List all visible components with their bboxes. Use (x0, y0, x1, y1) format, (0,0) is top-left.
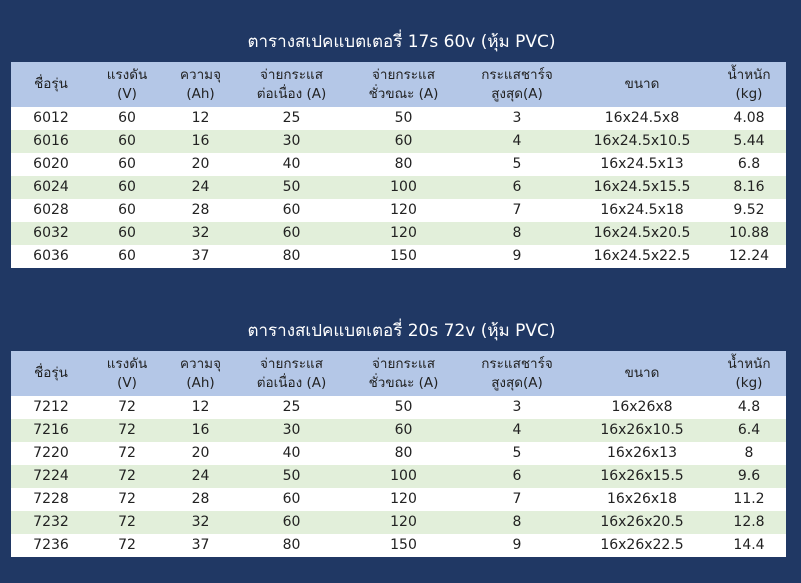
table-cell: 8 (512, 225, 522, 241)
table-cell: 7212 (33, 399, 69, 415)
table-cell: 60 (282, 491, 301, 507)
column-header (462, 62, 572, 107)
column-header-line: ความจุ (179, 355, 221, 372)
table-cell: 9.6 (737, 468, 761, 484)
table-row (11, 419, 786, 442)
table-cell: 60 (118, 156, 136, 172)
table-cell: 16x26x10.5 (600, 422, 684, 438)
column-header-line: แรงดัน (106, 355, 148, 372)
column-header (345, 351, 462, 396)
table-cell: 7224 (33, 468, 69, 484)
column-header (572, 62, 712, 107)
table-cell: 120 (390, 225, 417, 241)
table-row (11, 153, 786, 176)
table-cell: 72 (118, 468, 136, 484)
table-cell: 24 (191, 468, 210, 484)
table-cell: 50 (394, 110, 413, 126)
table-cell: 8 (512, 514, 522, 530)
spec-table-60v (11, 62, 786, 268)
column-header (91, 351, 163, 396)
table-cell: 10.88 (728, 225, 770, 241)
table-cell: 60 (118, 133, 136, 149)
table-cell: 60 (394, 133, 413, 149)
table-title: ตารางสเปคแบตเตอรี่ 20s 72v (หุ้ม PVC) (247, 321, 556, 341)
table-cell: 12 (191, 399, 210, 415)
table-cell: 32 (191, 225, 210, 241)
table-cell: 120 (390, 491, 417, 507)
table-cell: 4.08 (733, 110, 765, 126)
column-header (11, 351, 91, 396)
table-cell: 6028 (33, 202, 69, 218)
column-header-line: ต่อเนื่อง (A) (256, 85, 327, 102)
table-cell: 6020 (33, 156, 69, 172)
table-cell: 28 (191, 491, 210, 507)
column-header-line: ขนาด (624, 365, 660, 381)
table-cell: 72 (118, 514, 136, 530)
table-cell: 7 (512, 202, 522, 218)
table-cell: 7220 (33, 445, 69, 461)
column-header-line: ความจุ (179, 66, 221, 83)
table-cell: 72 (118, 491, 136, 507)
column-header-line: (kg) (735, 85, 763, 102)
table-cell: 16x24.5x10.5 (593, 133, 691, 149)
column-header-line: ชั่วขณะ (A) (368, 374, 439, 391)
table-row (11, 107, 786, 130)
table-cell: 6012 (33, 110, 69, 126)
table-header (11, 351, 786, 396)
column-header-line: กระแสชาร์จ (481, 66, 553, 83)
table-cell: 24 (191, 179, 210, 195)
column-header (572, 351, 712, 396)
column-header-line: (Ah) (186, 85, 215, 102)
table-cell: 80 (282, 248, 301, 264)
table-header (11, 62, 786, 107)
table-row (11, 176, 786, 199)
table-cell: 80 (394, 445, 413, 461)
table-cell: 5 (512, 445, 522, 461)
table-cell: 16 (191, 133, 210, 149)
table-cell: 16x24.5x13 (600, 156, 684, 172)
table-cell: 9 (512, 537, 522, 553)
column-header-line: สูงสุด(A) (491, 374, 543, 391)
table-cell: 16x24.5x20.5 (593, 225, 691, 241)
column-header-line: จ่ายกระแส (259, 66, 324, 83)
column-header-line: (Ah) (186, 374, 215, 391)
table-body (11, 396, 786, 557)
table-cell: 16x26x22.5 (600, 537, 684, 553)
column-header-line: ชั่วขณะ (A) (368, 85, 439, 102)
table-cell: 37 (191, 537, 210, 553)
table-row (11, 511, 786, 534)
table-cell: 25 (282, 399, 301, 415)
table-cell: 80 (394, 156, 413, 172)
header-row (11, 351, 786, 396)
table-cell: 72 (118, 537, 136, 553)
table-cell: 9 (512, 248, 522, 264)
table-cell: 16x26x20.5 (600, 514, 684, 530)
table-cell: 6036 (33, 248, 69, 264)
column-header-line: น้ำหนัก (727, 355, 771, 372)
table-cell: 30 (282, 422, 301, 438)
table-body (11, 107, 786, 268)
table-cell: 16x26x18 (606, 491, 677, 507)
table-cell: 8 (744, 445, 754, 461)
table-cell: 6.4 (737, 422, 761, 438)
column-header (712, 62, 786, 107)
table-cell: 6024 (33, 179, 69, 195)
table-cell: 14.4 (733, 537, 765, 553)
table-cell: 6.8 (737, 156, 761, 172)
column-header (163, 62, 238, 107)
column-header (91, 62, 163, 107)
column-header (462, 351, 572, 396)
table-cell: 7 (512, 491, 522, 507)
table-title: ตารางสเปคแบตเตอรี่ 17s 60v (หุ้ม PVC) (247, 32, 556, 52)
table-cell: 12.8 (733, 514, 765, 530)
table-cell: 72 (118, 445, 136, 461)
column-header-line: จ่ายกระแส (371, 66, 436, 83)
table-cell: 72 (118, 399, 136, 415)
table-cell: 60 (118, 202, 136, 218)
table-cell: 7232 (33, 514, 69, 530)
table-row (11, 534, 786, 557)
table-cell: 40 (282, 156, 301, 172)
column-header-line: น้ำหนัก (727, 66, 771, 83)
table-cell: 7228 (33, 491, 69, 507)
table-cell: 60 (118, 110, 136, 126)
column-header-line: (kg) (735, 374, 763, 391)
column-header-line: จ่ายกระแส (259, 355, 324, 372)
column-header (11, 62, 91, 107)
column-header-line: ชื่อรุ่น (34, 76, 68, 92)
header-row (11, 62, 786, 107)
table-cell: 28 (191, 202, 210, 218)
table-cell: 37 (191, 248, 210, 264)
table-row (11, 130, 786, 153)
table-row (11, 396, 786, 419)
column-header (345, 62, 462, 107)
table-cell: 6 (512, 468, 522, 484)
table-cell: 16x26x15.5 (600, 468, 684, 484)
table-cell: 72 (118, 422, 136, 438)
table-cell: 4.8 (737, 399, 761, 415)
table-cell: 20 (191, 156, 210, 172)
column-header-line: ต่อเนื่อง (A) (256, 374, 327, 391)
table-cell: 9.52 (733, 202, 765, 218)
table-row (11, 222, 786, 245)
column-header-line: ชื่อรุ่น (34, 365, 68, 381)
table-cell: 32 (191, 514, 210, 530)
table-cell: 16x24.5x22.5 (593, 248, 691, 264)
column-header-line: ขนาด (624, 76, 660, 92)
table-cell: 100 (390, 179, 417, 195)
table-cell: 11.2 (733, 491, 765, 507)
table-cell: 16x24.5x8 (604, 110, 680, 126)
table-cell: 50 (282, 179, 301, 195)
table-cell: 16x24.5x15.5 (593, 179, 691, 195)
table-cell: 60 (282, 225, 301, 241)
table-cell: 30 (282, 133, 301, 149)
table-cell: 150 (390, 248, 417, 264)
column-header-line: สูงสุด(A) (491, 85, 543, 102)
table-cell: 25 (282, 110, 301, 126)
table-row (11, 245, 786, 268)
table-cell: 150 (390, 537, 417, 553)
table-cell: 7216 (33, 422, 69, 438)
column-header-line: จ่ายกระแส (371, 355, 436, 372)
table-cell: 6016 (33, 133, 69, 149)
column-header (163, 351, 238, 396)
table-row (11, 442, 786, 465)
column-header-line: (V) (117, 85, 137, 102)
table-cell: 60 (118, 225, 136, 241)
table-cell: 60 (118, 179, 136, 195)
column-header (238, 351, 345, 396)
table-cell: 6032 (33, 225, 69, 241)
table-cell: 6 (512, 179, 522, 195)
table-cell: 100 (390, 468, 417, 484)
table-cell: 16x26x8 (611, 399, 673, 415)
table-cell: 3 (512, 110, 522, 126)
table-cell: 16x24.5x18 (600, 202, 684, 218)
table-row (11, 488, 786, 511)
table-cell: 60 (394, 422, 413, 438)
table-cell: 120 (390, 202, 417, 218)
table-cell: 40 (282, 445, 301, 461)
spec-section-60v (11, 22, 786, 268)
table-cell: 50 (282, 468, 301, 484)
table-cell: 12 (191, 110, 210, 126)
table-cell: 16 (191, 422, 210, 438)
column-header (238, 62, 345, 107)
spec-table-72v (11, 351, 786, 557)
table-cell: 3 (512, 399, 522, 415)
table-cell: 50 (394, 399, 413, 415)
table-cell: 4 (512, 422, 522, 438)
table-cell: 16x26x13 (606, 445, 677, 461)
spec-section-72v (11, 311, 786, 557)
table-cell: 20 (191, 445, 210, 461)
table-cell: 60 (282, 202, 301, 218)
table-cell: 8.16 (733, 179, 765, 195)
column-header-line: กระแสชาร์จ (481, 355, 553, 372)
table-cell: 5.44 (733, 133, 765, 149)
table-cell: 60 (282, 514, 301, 530)
table-cell: 120 (390, 514, 417, 530)
table-cell: 4 (512, 133, 522, 149)
table-row (11, 465, 786, 488)
column-header (712, 351, 786, 396)
column-header-line: แรงดัน (106, 66, 148, 83)
table-cell: 80 (282, 537, 301, 553)
table-cell: 60 (118, 248, 136, 264)
column-header-line: (V) (117, 374, 137, 391)
table-row (11, 199, 786, 222)
table-cell: 12.24 (728, 248, 770, 264)
table-cell: 7236 (33, 537, 69, 553)
table-cell: 5 (512, 156, 522, 172)
